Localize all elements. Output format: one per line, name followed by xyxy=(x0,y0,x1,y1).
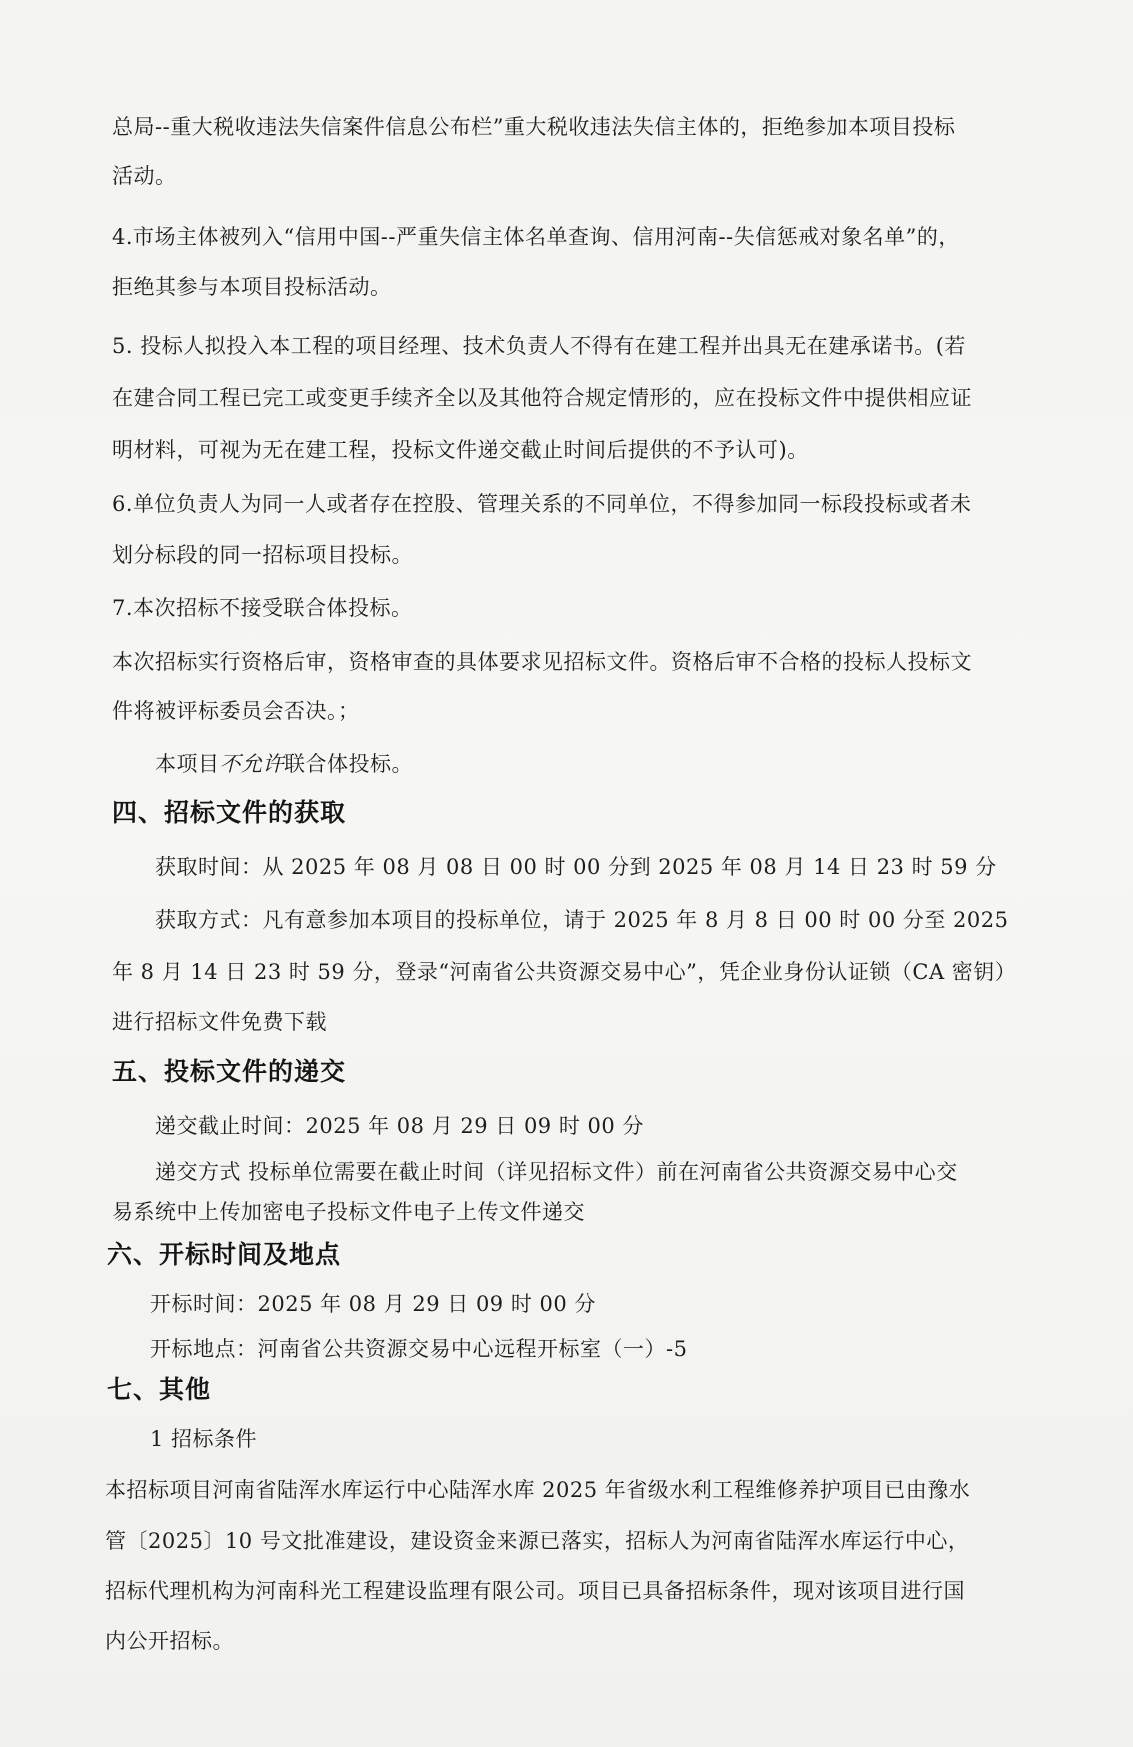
consortium-not-allowed: 不允许 xyxy=(219,752,284,776)
acquire-method-line: 进行招标文件免费下载 xyxy=(112,1010,327,1034)
acquire-time: 获取时间：从 2025 年 08 月 08 日 00 时 00 分到 2025 年 08 月 14 日 23 时 59 分 xyxy=(155,855,997,879)
consortium-suffix: 联合体投标。 xyxy=(284,752,413,776)
paragraph-line: 本招标项目河南省陆浑水库运行中心陆浑水库 2025 年省级水利工程维修养护项目已由豫水 xyxy=(105,1478,971,1502)
paragraph-line: 内公开招标。 xyxy=(105,1629,234,1653)
submit-method-line: 易系统中上传加密电子投标文件电子上传文件递交 xyxy=(112,1200,585,1224)
consortium-prefix: 本项目 xyxy=(155,752,220,776)
paragraph-line: 管〔2025〕10 号文批准建设，建设资金来源已落实，招标人为河南省陆浑水库运行中心， xyxy=(105,1529,970,1553)
paragraph-line: 5. 投标人拟投入本工程的项目经理、技术负责人不得有在建工程并出具无在建承诺书。(若 xyxy=(112,334,966,358)
consortium-line xyxy=(155,750,413,778)
paragraph-line: 拒绝其参与本项目投标活动。 xyxy=(112,275,392,299)
acquire-method-line: 年 8 月 14 日 23 时 59 分，登录“河南省公共资源交易中心”，凭企业身份认证锁（CA 密钥） xyxy=(112,960,1017,984)
section-heading-7: 七、其他 xyxy=(107,1375,212,1404)
paragraph-line: 6.单位负责人为同一人或者存在控股、管理关系的不同单位，不得参加同一标段投标或者未 xyxy=(112,492,972,516)
subsection-title: 1 招标条件 xyxy=(150,1427,258,1451)
submit-deadline: 递交截止时间：2025 年 08 月 29 日 09 时 00 分 xyxy=(155,1114,644,1138)
paragraph-line: 划分标段的同一招标项目投标。 xyxy=(112,543,413,567)
opening-place: 开标地点：河南省公共资源交易中心远程开标室（一）-5 xyxy=(150,1337,688,1361)
paragraph-line: 4.市场主体被列入“信用中国--严重失信主体名单查询、信用河南--失信惩戒对象名单”的， xyxy=(112,225,960,249)
paragraph-line: 件将被评标委员会否决。； xyxy=(112,699,360,723)
paragraph-line: 明材料，可视为无在建工程，投标文件递交截止时间后提供的不予认可)。 xyxy=(112,438,809,462)
acquire-method-line: 获取方式：凡有意参加本项目的投标单位，请于 2025 年 8 月 8 日 00 时 00 分至 2025 xyxy=(155,908,1009,932)
submit-method-line: 递交方式 投标单位需要在截止时间（详见招标文件）前在河南省公共资源交易中心交 xyxy=(155,1160,958,1184)
section-heading-5: 五、投标文件的递交 xyxy=(112,1057,347,1086)
paragraph-line: 本次招标实行资格后审，资格审查的具体要求见招标文件。资格后审不合格的投标人投标文 xyxy=(112,650,972,674)
paragraph-line: 活动。 xyxy=(112,164,177,188)
paragraph-line: 7.本次招标不接受联合体投标。 xyxy=(112,596,413,620)
paragraph-line: 在建合同工程已完工或变更手续齐全以及其他符合规定情形的，应在投标文件中提供相应证 xyxy=(112,386,972,410)
section-heading-4: 四、招标文件的获取 xyxy=(112,798,347,827)
paragraph-line: 总局--重大税收违法失信案件信息公布栏”重大税收违法失信主体的，拒绝参加本项目投标 xyxy=(112,115,956,139)
section-heading-6: 六、开标时间及地点 xyxy=(107,1240,342,1269)
paragraph-line: 招标代理机构为河南科光工程建设监理有限公司。项目已具备招标条件，现对该项目进行国 xyxy=(105,1579,965,1603)
opening-time: 开标时间：2025 年 08 月 29 日 09 时 00 分 xyxy=(150,1292,596,1316)
